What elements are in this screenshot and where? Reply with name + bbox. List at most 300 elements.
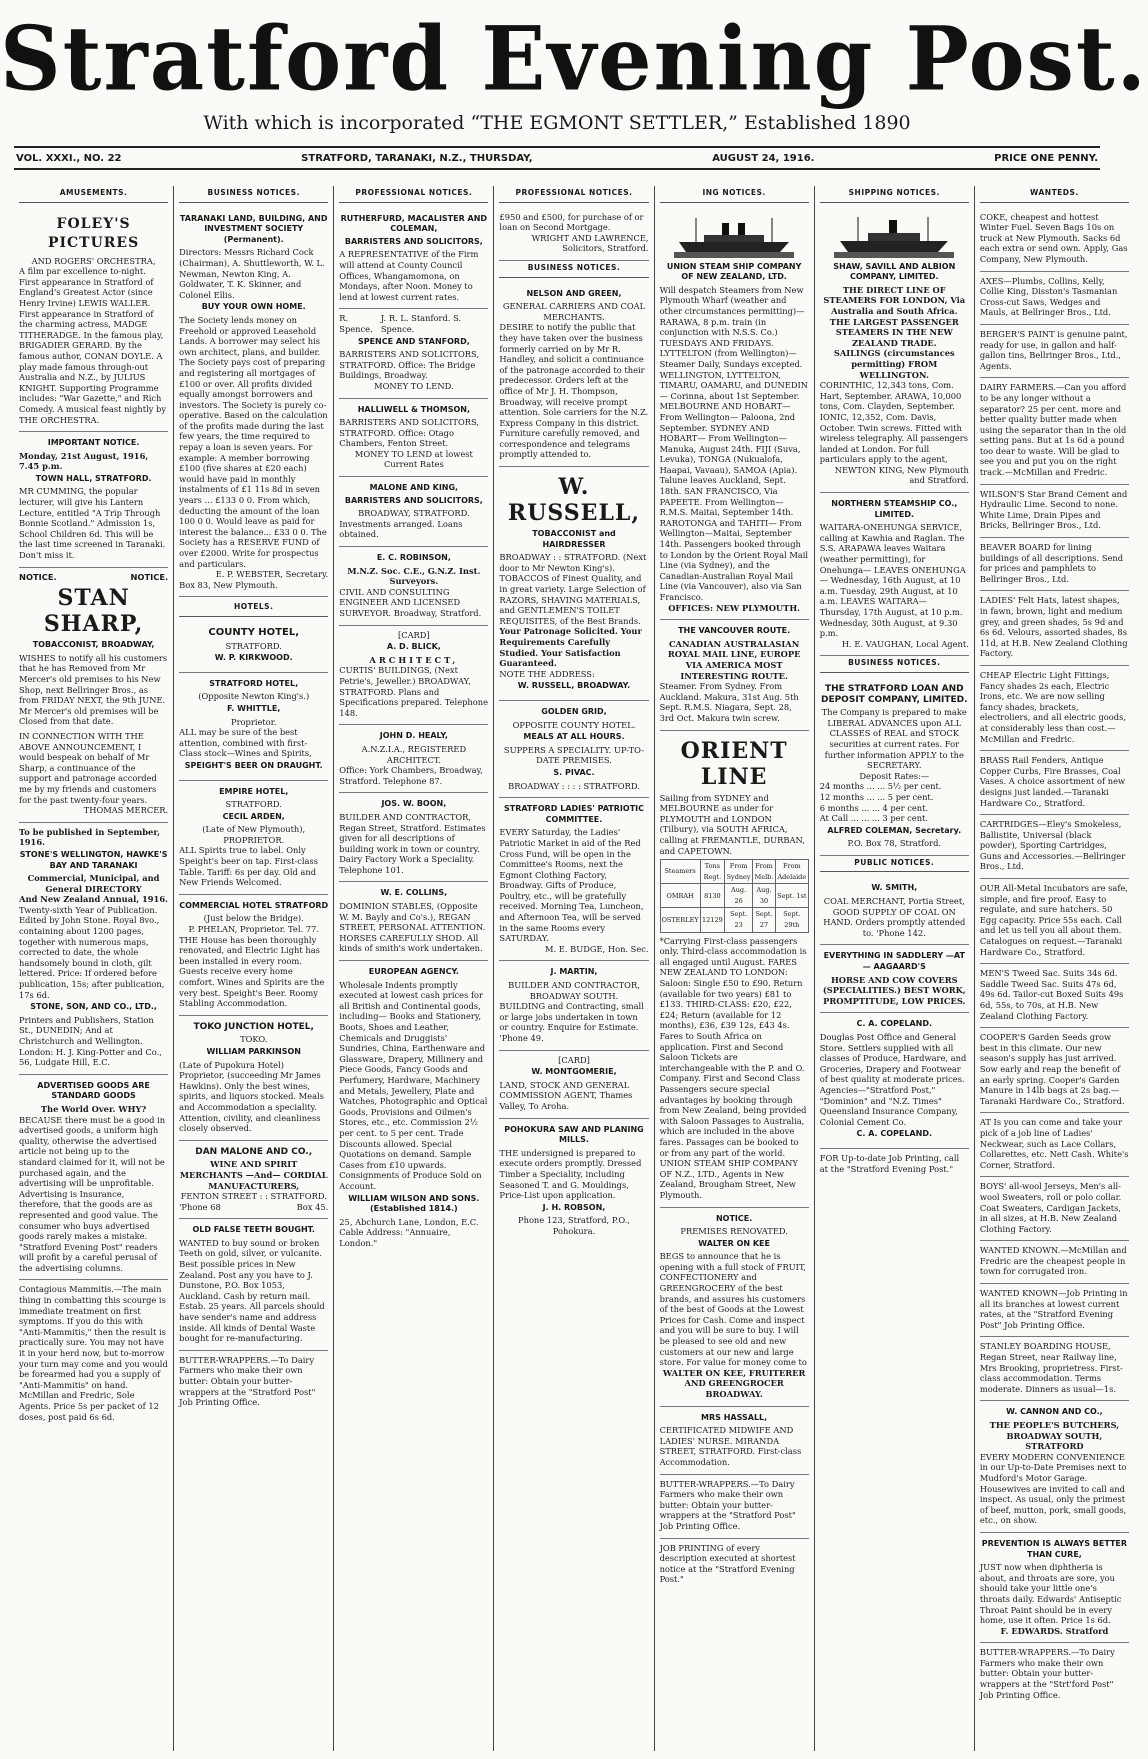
ad-subtitle: (Just below the Bridge). [203, 913, 304, 924]
ad-body: BEAVER BOARD for lining buildings of all descriptions. Send for prices and pamphlets to Bellringer Bros., Ltd. [979, 542, 1124, 584]
ad-signature: F. EDWARDS. Stratford [1000, 1625, 1109, 1636]
table-cell: OSTERLEY [660, 908, 700, 932]
toko-hotel-ad [179, 1016, 328, 1141]
nelson-green-ad [499, 283, 648, 468]
ad-body: EVERY Saturday, the Ladies' Patriotic Market in aid of the Red Cross Fund, will be open in the Committee's Rooms, next the Egmont Clothing Factory, Broadway. Gifts of Produce, Poultry, etc., will be gratefully received. Morning Tea, Luncheon, and Afternoon Tea, will be served in the same Rooms every SATURDAY. [499, 827, 644, 944]
boon-ad [339, 793, 488, 882]
ad-title: STRATFORD LADIES' PATRIOTIC COMMITTEE. [503, 804, 644, 824]
ad-body: DAIRY FARMERS.—Can you afford to be any longer without a separator? 25 per cent. more and better quality butter made when using the separator than in the old setting pans. But at 1s 6d a pound too dear to waste. Will be glad to see you and put you on the right track.—McMillan and Fredric. [979, 382, 1127, 478]
ad-signature: J. H. ROBSON, [542, 1202, 606, 1212]
column-shipping-notices [815, 186, 975, 1751]
ad-box: Box 45. [296, 1201, 329, 1212]
column-heading: SHIPPING NOTICES. [820, 186, 969, 203]
wanted-item [980, 1337, 1129, 1401]
european-agency-ad [339, 961, 488, 1254]
ad-title: RUTHERFURD, MACALISTER AND COLEMAN, [340, 213, 488, 234]
ad-body: A REPRESENTATIVE of the Firm will attend at County Council Offices, Whangamomona, on Mondays, after Noon. Money to lend at lowest current rates. [339, 249, 479, 302]
table-row [660, 908, 808, 932]
ad-title: ORIENT LINE [680, 737, 788, 790]
ad-body: WISHES to notify all his customers that he has Removed from Mr Mercer's old premises to his New Shop, next Bellringer Bros., as from FRIDAY NEXT, the 9th JUNE. Mr Mercer's old premises will be Closed from that date. [19, 652, 168, 727]
ad-body: ALL Spirits true to label. Only Speight's beer on tap. First-class Table. Tariff: 6s per day. Old and New Friends Welcomed. [179, 845, 318, 888]
deposit-rate: 12 months ... ... 5 per cent. [819, 791, 934, 802]
ad-subtitle: CANADIAN AUSTRALASIAN ROYAL MAIL LINE, EUROPE VIA AMERICA MOST INTERESTING ROUTE. [667, 638, 801, 681]
ad-proprietor: CECIL ARDEN, [222, 811, 285, 821]
ad-largest: THE LARGEST PASSENGER STEAMERS IN THE NEW ZEALAND TRADE. [829, 316, 959, 348]
stan-sharp-ad [19, 568, 168, 823]
ad-title: HALLIWELL & THOMSON, [357, 404, 470, 414]
orient-line-ad [660, 731, 809, 1208]
ad-subtitle: AND ROGERS' ORCHESTRA, [31, 255, 156, 266]
robinson-ad [339, 547, 488, 626]
ad-subtitle: (Opposite Newton King's.) [198, 691, 310, 702]
foleys-pictures-ad [19, 208, 168, 433]
table-cell: 12129 [700, 908, 724, 932]
ad-phone: 'Phone 68 [179, 1201, 221, 1212]
ad-title: NELSON AND GREEN, [526, 288, 622, 298]
ad-body: DESIRE to notify the public that they have taken over the business formerly carried on by Mr R. Handley, and solicit a continuance of the patronage accorded to their predecessor. Orders left at the office of Mr J. H. Thompson, Broadway, will receive prompt attention. Sole carriers for the N.Z. Express Company in this district. Furniture carefully removed, and correspondence and telegrams promptly attended to. [499, 322, 649, 460]
ad-body: Investments arranged. Loans obtained. [339, 518, 463, 540]
table-cell: 8130 [700, 884, 724, 908]
ad-body: (Late of Pupokura Hotel) Proprietor, (succeeding Mr James Hawkins). Only the best wines, spirits, and liquors stocked. Meals and Accommodation a speciality. Attention, civility, and cleanliness closely observed. [179, 1059, 324, 1134]
ad-offices: OFFICES: NEW PLYMOUTH. [668, 602, 801, 613]
wanted-item [980, 751, 1129, 815]
wanted-item [980, 485, 1129, 538]
ad-body: The Company is prepared to make LIBERAL ADVANCES upon ALL CLASSES of REAL and STOCK securities at current rates. For further information APPLY to the SECRETARY. [821, 707, 967, 771]
blick-ad [339, 626, 488, 726]
ad-title: GOLDEN GRID, [541, 706, 607, 716]
column-wanteds [975, 186, 1134, 1751]
ad-body: JOB PRINTING of every description executed at shortest notice at the "Stratford Evening Post." [659, 1542, 796, 1585]
wanted-item [980, 378, 1129, 484]
ad-location: STRATFORD. [225, 640, 282, 651]
place-line: STRATFORD, TARANAKI, N.Z., THURSDAY, [301, 152, 533, 164]
column-business-notices [174, 186, 334, 1751]
ad-body: HORSE AND COW COVERS (SPECIALITIES.) BEST WORK, PROMPTITUDE, LOW PRICES. [822, 974, 966, 1006]
ad-body: CERTIFICATED MIDWIFE AND LADIES' NURSE. MIRANDA STREET, STRATFORD. First-class Accommodation. [659, 1425, 802, 1467]
ad-body: COKE, cheapest and hottest Winter Fuel. Seven Bags 10s on truck at New Plymouth. Sacks 6d each extra or send own. Apply, Gas Company, New Plymouth. [979, 211, 1128, 264]
ad-subtitle: BUILDER AND CONTRACTOR, BROADWAY SOUTH. [508, 980, 640, 1001]
ad-subtitle: A.N.Z.I.A., REGISTERED ARCHITECT. [361, 743, 467, 765]
table-cell: From Adelaide [775, 860, 808, 884]
ad-body: ALL may be sure of the best attention, combined with first-Class stock—Wines and Spirits, [179, 727, 312, 759]
ad-title: W. MONTGOMERIE, [531, 1067, 617, 1077]
copeland-ad [820, 1013, 969, 1149]
ad-body: Contagious Mammitis.—The main thing in combatting this scourge is immediate treatment on first symptoms. If you do this with "Anti-Mammitis," then the result is practically sure. You may not have it in your herd now, but to-morrow your turn may come and you would be forearmed had you a supply of "Anti-Mammitis" on hand. McMillan and Fredric, Sole Agents. Price 5s per packet of 12 doses, post paid 6s 6d. [19, 1284, 168, 1422]
dan-malone-ad [179, 1141, 328, 1220]
taranaki-land-society-ad [179, 208, 328, 598]
ad-address: 25, Abchurch Lane, London, E.C. Cable Address: "Annuaire, London." [339, 1216, 479, 1248]
ad-title: STRATFORD HOTEL, [209, 678, 299, 688]
ad-subtitle: PREMISES RENOVATED. [680, 1226, 788, 1237]
ad-body: BOYS' all-wool Jerseys, Men's all-wool Sweaters, roll or polo collar. Coat Sweaters, Cardigan Jackets, in all sizes, at H.B. New Zealand Clothing Factory. [979, 1181, 1122, 1234]
deposit-rate: 24 months ... ... 5½ per cent. [819, 781, 942, 792]
northern-steamship-ad [820, 493, 969, 656]
ad-subtitle: OPPOSITE COUNTY HOTEL. [512, 719, 636, 730]
ad-body: BUILDER AND CONTRACTOR, Regan Street, Stratford. Estimates given for all descriptions of building work in town or country. Dairy Factory Work a Speciality. Telephone 101. [339, 811, 486, 875]
ad-body: MEN'S Tweed Sac. Suits 34s 6d. Saddle Tweed Sac. Suits 47s 6d, 49s 6d. Tailor-cut Boxed Suits 49s 6d, 55s, to 70s, at H.B. New Zealand Clothing Factory. [979, 968, 1124, 1021]
ad-title: E. C. ROBINSON, [376, 553, 451, 563]
ad-body: WAITARA-ONEHUNGA SERVICE, calling at Kawhia and Raglan. The S.S. ARAPAWA leaves Waitara (weather permitting), for Onehunga— LEAVES ONEHUNGA— Wednesday, 16th August, at 10 a.m. Tuesday, 29th August, at 10 a.m. LEAVES WAITARA— Thursday, 17th August, at 10 p.m. Wednesday, 30th August, at 9.30 p.m. [819, 522, 966, 639]
column-professional-notices [334, 186, 494, 1751]
ad-signature: W. RUSSELL, BROADWAY. [517, 681, 631, 691]
ad-body: Office: York Chambers, Broadway, Stratford. Telephone 87. [339, 765, 483, 786]
ad-annual: And New Zealand Annual, 1916. [19, 894, 168, 905]
ad-body: WANTED KNOWN.—McMillan and Fredric are the cheapest people in town for corrugated iron. [979, 1245, 1127, 1277]
ad-title: PREVENTION IS ALWAYS BETTER THAN CURE, [981, 1538, 1128, 1559]
aagaard-saddlery-ad [820, 945, 969, 1013]
ad-signature: UNION STEAM SHIP COMPANY OF N.Z., LTD., Agents in New Zealand, Brougham Street, New Plymouth. [659, 1158, 798, 1200]
ad-body: CHEAP Electric Light Fittings, Fancy shades 2s each, Electric Irons, etc. We are now selling fancy shades, brackets, electroliers, and all electric goods, at considerably less than cost.—McMillan and Fredric. [979, 669, 1126, 744]
table-cell: From Sydney [725, 860, 753, 884]
wanted-item [980, 964, 1129, 1028]
ad-line: THE DIRECT LINE OF STEAMERS FOR LONDON, Via Australia and South Africa. [823, 284, 966, 316]
ad-title: W. E. COLLINS, [380, 888, 448, 898]
ad-subtitle: M.N.Z. Soc. C.E., G.N.Z. Inst. Surveyors. [347, 565, 481, 587]
halliwell-thomson-ad [339, 399, 488, 478]
ad-body: WANTED KNOWN—Job Printing in all its branches at lowest current rates, at the "Stratford Evening Post" Job Printing Office. [979, 1288, 1128, 1330]
table-cell: Aug. 26 [725, 884, 753, 908]
wanted-item [980, 272, 1129, 325]
vancouver-route-ad [660, 620, 809, 730]
rutherfurd-ad [339, 208, 488, 310]
issue-date: AUGUST 24, 1916. [712, 152, 815, 164]
column-heading: PROFESSIONAL NOTICES. [499, 186, 648, 203]
ad-body: BROADWAY : : STRATFORD. (Next door to Mr Newton King's). TOBACCOS of Finest Quality, and in great variety. Large Selection of RAZORS, SHAVING MATERIALS, and GENTLEMEN'S TOILET REQUISITES, of the Best Brands. [499, 552, 647, 626]
ad-body: BUTTER-WRAPPERS.—To Dairy Farmers who make their own butter: Obtain your butter-wrappers at the "Stratford Post" Job Printing Office. [659, 1478, 796, 1531]
ad-sailings: SAILINGS (circumstances permitting) FROM WELLINGTON. [833, 348, 955, 380]
ad-title: OLD FALSE TEETH BOUGHT. [192, 1225, 315, 1235]
column-shipping-1 [655, 186, 815, 1751]
table-cell: Tons Regt. [700, 860, 724, 884]
ad-body: BRASS Rail Fenders, Antique Copper Curbs, Fire Brasses, Coal Vases. A choice assortment of new designs just landed.—Taranaki Hardware Co., Stratford. [979, 755, 1126, 808]
ad-signature: WRIGHT AND LAWRENCE, Solicitors, Stratford. [531, 232, 649, 254]
stratford-hotel-ad [179, 673, 328, 781]
ad-location: TOKO. [240, 1034, 268, 1045]
ad-title: FOLEY'S PICTURES [47, 215, 140, 251]
ad-title: W. CANNON AND CO., [1006, 1407, 1103, 1417]
ad-title: ADVERTISED GOODS ARE STANDARD GOODS [37, 1080, 150, 1101]
empire-hotel-ad [179, 781, 328, 895]
wanted-item [980, 815, 1129, 879]
table-cell: Sept. 29th [775, 908, 808, 932]
ad-title: THE STRATFORD LOAN AND DEPOSIT COMPANY, LIMITED. [820, 683, 968, 705]
ad-directors: Directors: Messrs Richard Cock (Chairman), A. Shuttleworth, W. L. Newman, Newton King, A. Goldwater, T. K. Skinner, and Colonel Ellis. [179, 247, 325, 300]
ad-box: Box 83, New Plymouth. [179, 579, 278, 590]
column-heading: BUSINESS NOTICES. [179, 186, 328, 203]
steamship-icon [674, 216, 794, 258]
price: PRICE ONE PENNY. [994, 152, 1098, 164]
ad-signature: M. E. BUDGE, Hon. Sec. [545, 943, 649, 954]
ad-card: [CARD] [558, 1054, 590, 1065]
ad-body: Wholesale Indents promptly executed at lowest cash prices for all British and Continental goods, including— Books and Stationery, Boots, Shoes and Leather, Chemicals and Druggists' Sundries, China, Earthenware and Glassware, Drapery, Millinery and Piece Goods, Fancy Goods and Perfumery, Hardware, Machinery and Metals, Jewellery, Plate and Watches, Photographic and Optical Goods, Provisions and Oilmen's Stores, etc., etc. Commission 2½ per cent. to 5 per cent. Trade Discounts allowed. Special Quotations on demand. Sample Cases from £10 upwards. Consignments of Produce Sold on Account. [339, 979, 488, 1191]
table-cell: Sept. 27 [753, 908, 776, 932]
mercer-note: IN CONNECTION WITH THE ABOVE ANNOUNCEMENT, I would bespeak on behalf of Mr Sharp, a continuance of the support and patronage accorded me by my friends and customers for the past twenty-four years. [19, 730, 157, 805]
ad-body: MR CUMMING, the popular lecturer, will give his Lantern Lecture, entitled "A Trip Through Bonnie Scotland." Admission 1s, School Children 6d. This will be the last time screened in Taranaki. Don't miss it. [19, 486, 166, 561]
wanted-item [980, 666, 1129, 751]
ad-publisher: STONE, SON, AND CO., LTD., [30, 1002, 157, 1012]
ad-signature: H. E. VAUGHAN, Local Agent. [841, 638, 969, 649]
ad-title: C. A. COPELAND. [856, 1019, 933, 1029]
ad-address: BROADWAY, STRATFORD. [358, 508, 470, 519]
ad-title: DAN MALONE AND CO., [195, 1146, 313, 1157]
ad-signature: WILLIAM WILSON AND SONS. (Established 1814.) [348, 1193, 480, 1214]
ad-title: A. D. BLICK, [386, 642, 441, 652]
ad-body: FOR Up-to-date Job Printing, call at the "Stratford Evening Post." [819, 1152, 960, 1174]
ad-heading: IMPORTANT NOTICE. [47, 438, 140, 448]
ad-subtitle: TOBACCONIST, BROADWAY, [32, 640, 155, 650]
ad-box: P.O. Box 78, Stratford. [847, 838, 942, 849]
ad-signature: NEWTON KING, New Plymouth and Stratford. [834, 464, 969, 486]
ad-body: OUR All-Metal Incubators are safe, simple, and fire proof. Easy to regulate, and sure hatchers. 50 Egg capacity. Price 55s each. Call and let us tell you all about them. Catalogues on request.—Taranaki Hardware Co., Stratford. [979, 883, 1128, 957]
table-cell: From Melb. [753, 860, 776, 884]
ad-body: SUPPERS A SPECIALITY. UP-TO-DATE PREMISES. [503, 744, 645, 766]
mercer-signature: THOMAS MERCER. [83, 805, 169, 816]
newspaper-subtitle: With which is incorporated “THE EGMONT SETTLER,” Established 1890 [203, 112, 911, 134]
ad-title: WALTER ON KEE [698, 1238, 770, 1248]
butter-wrappers-ad [179, 1351, 328, 1414]
butter-wrappers-ad [660, 1475, 809, 1539]
ad-title: SPENCE AND STANFORD, [357, 336, 470, 346]
table-cell: OMRAH [660, 884, 700, 908]
ad-date: Monday, 21st August, 1916, 7.45 p.m. [19, 450, 149, 472]
ad-subtitle: ARCHITECT, [369, 654, 459, 665]
ad-title: NORTHERN STEAMSHIP CO., LIMITED. [831, 499, 958, 519]
column-amusements [14, 186, 174, 1751]
ad-title: STONE'S WELLINGTON, HAWKE'S BAY AND TARANAKI [19, 849, 168, 870]
volume-number: VOL. XXXI., NO. 22 [16, 152, 122, 164]
hassall-ad [660, 1407, 809, 1475]
ad-address: FENTON STREET : : STRATFORD. [180, 1191, 327, 1202]
ad-body: EVERY MODERN CONVENIENCE in our Up-to-Date Premises next to Mudford's Motor Garage. Housewives are invited to call and inspect. As usual, only the primest of beef, mutton, pork, small goods, etc., on show. [979, 1451, 1127, 1526]
deposit-heading: Deposit Rates:— [859, 770, 930, 781]
ad-signature: C. A. COPELAND. [856, 1129, 933, 1139]
ad-body: WILSON'S Star Brand Cement and Hydraulic Lime. Second to none. White Lime, Drain Pipes and Bricks, Bellringer Bros., Ltd. [979, 488, 1128, 531]
job-printing-ad [820, 1149, 969, 1180]
ad-body: AT Is you can come and take your pick of a job line of Ladies' Neckwear, such as Lace Collars, Collarettes, etc. Nett Cash. White's Corner, Stratford. [979, 1117, 1129, 1170]
ad-title: JOHN D. HEALY, [379, 731, 448, 741]
ad-body: THE House has been thoroughly renovated, and Electric Light has been installed in every room. Guests receive every home comfort. Wines and Spirits are the very best. Speight's Beer. Roomy Stabling Accommodation. [179, 934, 325, 1009]
ad-subtitle: BARRISTERS AND SOLICITORS, [344, 236, 483, 246]
table-cell: Sept. 1st [775, 884, 808, 908]
ad-question: The World Over. WHY? [40, 1103, 147, 1114]
ad-body: STANLEY BOARDING HOUSE, Regan Street, near Railway line, Mrs Brooking, proprietress. First-class accommodation. Terms moderate. Dinners as usual—1s. [979, 1341, 1123, 1394]
masthead [0, 0, 1148, 142]
ad-location: STRATFORD. [225, 799, 282, 810]
ad-title: SHAW, SAVILL AND ALBION COMPANY, LIMITED. [833, 261, 956, 282]
wanted-item [980, 591, 1129, 666]
ad-body: BECAUSE there must be a good in advertised goods, a uniform high quality, otherwise the advertised article not being up to the standard claimed for it, will not be purchased again, and the advertising will be unprofitable. Advertising is Insurance, therefore, that the goods are as represented and good value. The consumer who buys advertised goods rarely makes a mistake. "Stratford Evening Post" readers will profit by a careful perusal of the advertising columns. [19, 1114, 166, 1273]
ad-preline: To be published in September, 1916. [19, 826, 160, 848]
ad-note: *Carrying First-class passengers only. Third-class accommodation is all engaged until August. FARES NEW ZEALAND TO LONDON: Saloon: Single £50 to £90. Return (available for two years) £81 to £133. THIRD-CLASS: £20, £22, £24; Return (available for 12 months), £36, £39 12s, £43 4s. Fares to South Africa on application. First and Second Saloon Tickets are interchangeable with the P. and O. Company. First and Second Class Passengers secure special advantages by booking through from New Zealand, being provided with Saloon Passages to Australia, which are included in the above fares. Passages can be booked to or from any part of the world. [659, 935, 807, 1158]
partner-left: R. Spence. [339, 313, 373, 334]
important-notice [19, 432, 168, 568]
healy-ad [339, 725, 488, 793]
table-row [660, 884, 808, 908]
montgomerie-ad [499, 1051, 648, 1119]
ad-body: LAND, STOCK AND GENERAL COMMISSION AGENT, Thames Valley, To Aroha. [499, 1079, 633, 1111]
newspaper-title: Stratford Evening Post. [0, 6, 1148, 111]
business-heading: BUSINESS NOTICES. [820, 656, 969, 673]
dateline [14, 146, 1100, 170]
table-cell: Steamers [660, 860, 700, 884]
column-heading: ING NOTICES. [660, 186, 809, 203]
ad-signature: S. PIVAC. [553, 767, 595, 777]
ad-proprietor: F. WHITTLE, [227, 703, 281, 713]
ad-subtitle: THE PEOPLE'S BUTCHERS, BROADWAY SOUTH, STRATFORD [989, 1420, 1120, 1452]
ad-subtitle: TOBACCONIST and HAIRDRESSER [532, 529, 616, 549]
wanted-item [980, 208, 1129, 272]
ad-body: CIVIL AND CONSULTING ENGINEER AND LICENSED SURVEYOR. Broadway, Stratford. [339, 586, 482, 618]
wanted-item [980, 1284, 1129, 1337]
deposit-rate: 6 months ... ... 4 per cent. [819, 802, 929, 813]
mammitis-ad [19, 1280, 168, 1428]
ad-slogan: BUY YOUR OWN HOME. [201, 302, 306, 312]
wanted-item [980, 1241, 1129, 1284]
ad-title: JOS. W. BOON, [381, 799, 447, 809]
ad-meals: MEALS AT ALL HOURS. [523, 732, 625, 742]
public-notices-heading: PUBLIC NOTICES. [820, 856, 969, 873]
columns [14, 186, 1134, 1751]
ad-body: DOMINION STABLES, (Opposite W. M. Bayly and Co's.), REGAN STREET, PERSONAL ATTENTION. HORSES CAREFULLY SHOD. All kinds of smith's work undertaken. [339, 901, 486, 954]
column-heading: AMUSEMENTS. [19, 186, 168, 203]
ad-title: W. RUSSELL, [507, 474, 641, 527]
wanted-item [980, 1028, 1129, 1113]
hotels-heading: HOTELS. [179, 600, 328, 617]
job-printing-ad [660, 1539, 809, 1591]
ladies-patriotic-ad [499, 798, 648, 961]
ad-body: A film par excellence to-night. First appearance in Stratford of England's Greatest Actor (since Henry Irvine) LEWIS WALLER. First appearance in Stratford of the charming actress, MADGE TITHERADGE. In the famous play, BRIGADIER GERARD. By the famous author, CONAN DOYLE. A play made famous through-out Australia and N.Z., by JULIUS KNIGHT. Supporting Programme includes: "War Gazette," and Rich Comedy. A musical feast nightly by THE ORCHESTRA. [19, 266, 167, 425]
mortgage-ad [499, 208, 648, 261]
ad-card: [CARD] [397, 629, 430, 640]
ad-title: UNION STEAM SHIP COMPANY OF NEW ZEALAND, LTD. [666, 261, 802, 282]
smith-coal-ad [820, 877, 969, 945]
ad-title: TOKO JUNCTION HOTEL, [193, 1021, 314, 1032]
ad-title: TARANAKI LAND, BUILDING, AND INVESTMENT SOCIETY (Permanent). [179, 213, 328, 244]
wanted-item [980, 538, 1129, 591]
ad-title: COMMERCIAL HOTEL STRATFORD [179, 900, 329, 910]
wanted-item [980, 1177, 1129, 1241]
ad-body: BARRISTERS AND SOLICITORS, STRATFORD. Office: Otago Chambers, Fenton Street. [339, 417, 480, 449]
deposit-rate: At Call ... ... ... 3 per cent. [819, 813, 929, 824]
ad-body: The Society lends money on Freehold or approved Leasehold Lands. A borrower may select his own architect, plans, and builder. The Society pays cost of preparing and registering all mortgages of £100 or over. All profits divided equally amongst borrowers and investors. The Society is purely co-operative. Based on the calculation of the profits made during the last few years, the time required to repay a loan is seven years. For example: A member borrowing £100 (five shares at £20 each) would have paid in monthly instalments of £1 11s 8d in seven years ... £133 0 0. From which, deducting the amount of the loan 100 0 0. Would leave as paid for interest the balance... £33 0 0. The Society has a RESERVE FUND of over £2000. Write for prospectus and particulars. [179, 314, 328, 569]
ad-body: Twenty-sixth Year of Publication. Edited by John Stone. Royal 8vo., containing about 1200 pages, together with numerous maps, corrected to date, the whole handsomely bound in cloth, gilt lettered. Price: If ordered before publication, 15s; after publication, 17s 6d. [19, 904, 165, 1000]
ad-title: EUROPEAN AGENCY. [368, 967, 459, 977]
ad-title: J. MARTIN, [550, 967, 598, 977]
ad-title: EVERYTHING IN SADDLERY —AT— AAGAARD'S [823, 951, 965, 972]
column-professional-notices-2 [494, 186, 654, 1751]
throat-paint-ad [980, 1533, 1129, 1643]
ad-address: BROADWAY : : : : STRATFORD. [508, 780, 640, 791]
ad-proprietor: P. PHELAN, Proprietor. Tel. 77. [188, 924, 319, 935]
ad-heading: NOTICE. [715, 1213, 753, 1223]
ad-subtitle: GENERAL CARRIERS AND COAL MERCHANTS. [502, 301, 646, 322]
commercial-hotel-ad [179, 895, 328, 1016]
ad-footer: MONEY TO LEND. [374, 380, 454, 391]
russell-ad [499, 467, 648, 701]
butter-wrappers-ad [980, 1643, 1129, 1706]
ad-body: BERGER'S PAINT is genuine paint, ready for use, in gallon and half-gallon tins, Bellringer Bros., Ltd., Agents. [979, 328, 1128, 371]
sailings-table [660, 859, 809, 933]
ad-footer: SPEIGHT'S BEER ON DRAUGHT. [184, 760, 323, 770]
ad-title: TOWN HALL, STRATFORD. [35, 473, 152, 483]
ad-note: NOTE THE ADDRESS: [499, 668, 595, 679]
golden-grid-ad [499, 701, 648, 798]
ad-body: BUILDING and Contracting, small or large jobs undertaken in town or country. Enquire for Estimate. 'Phone 49. [499, 1001, 644, 1043]
ad-body: BEGS to announce that he is opening with a full stock of FRUIT, CONFECTIONERY and GREENGROCERY of the best brands, and assures his customers of the best of Goods at the Lowest Prices for Cash. Come and inspect and you will be sure to buy. I will be pleased to see old and new customers at our new and large store. For value for money come to [659, 1251, 807, 1368]
ad-proprietor-title: Proprietor. [231, 716, 277, 727]
ad-body: Will despatch Steamers from New Plymouth Wharf (weather and other circumstances permitting)— RARAWA, 8 p.m. train (in conjunction with N.S.S. Co.) TUESDAYS AND FRIDAYS. LYTTELTON (from Wellington)— Steamer Daily, Sundays excepted. WELLINGTON, LYTTELTON, TIMARU, OAMARU, and DUNEDIN— Corinna, about 1st September. MELBOURNE AND HOBART—From Wellington— Paloona, 2nd September. SYDNEY AND HOBART— From Wellington—Manuka, August 24th. FIJI (Suva, Levuka), TONGA (Nukualofa, Haapai, Vavaau), SAMOA (Apia). Talune leaves Auckland, Sept. 18th. SAN FRANCISCO, Via PAPEETE. From Wellington—R.M.S. Maitai, September 14th. RAROTONGA and TAHITI— From Wellington—Maitai, September 14th. Passengers booked through to London by the Orient Royal Mail Line (via Sydney), and the Canadian-Australian Royal Mail Line (via Vancouver), also via San Francisco. [659, 284, 809, 602]
ad-proprietor: W. P. KIRKWOOD. [214, 653, 293, 663]
notice-label-left: NOTICE. [19, 571, 57, 582]
stratford-loan-ad [820, 678, 969, 856]
ad-patronage: Your Patronage Solicited. Your Requirements Carefully Studied. Your Satisfaction Guaranteed. [499, 626, 642, 669]
ad-signature: ALFRED COLEMAN, Secretary. [827, 825, 962, 835]
ad-title: W. SMITH, [871, 883, 918, 893]
ad-proprietor: WILLIAM PARKINSON [206, 1046, 301, 1056]
martin-ad [499, 961, 648, 1050]
shaw-savill-ad [820, 208, 969, 493]
pohokura-mills-ad [499, 1119, 648, 1243]
ad-body: Steamer. From Sydney. From Auckland. Makura, 31st Aug. 5th Sept. R.M.S. Niagara, Sept. 28, 3rd Oct. Makura twin screw. [659, 681, 799, 723]
ad-body: COAL MERCHANT, Portia Street, GOOD SUPPLY OF COAL ON HAND. Orders promptly attended to. 'Phone 142. [823, 896, 966, 938]
ad-title: THE VANCOUVER ROUTE. [678, 626, 791, 636]
spence-stanford-ad [339, 309, 488, 398]
ad-body: JUST now when diphtheria is about, and throats are sore, you should take your little one's throats daily. Edwards' Antiseptic Throat Paint should be in every home, use it often. Price 1s 6d. [979, 1562, 1122, 1626]
cannon-butchers-ad [980, 1401, 1129, 1533]
advertised-goods-ad [19, 1075, 168, 1281]
table-header-row [660, 860, 808, 884]
malone-king-ad [339, 477, 488, 547]
ad-body: LADIES' Felt Hats, latest shapes, in fawn, brown, light and medium grey, and green shades, 5s 9d and 6s 6d. Velours, assorted shades, 8s 11d, at H.B. New Zealand Clothing Factory. [979, 595, 1128, 659]
wanted-item [980, 1113, 1129, 1177]
false-teeth-ad [179, 1219, 328, 1351]
ad-body: BARRISTERS AND SOLICITORS, STRATFORD. Office: The Bridge Buildings, Broadway. [339, 349, 480, 381]
ad-body: CARTRIDGES—Eley's Smokeless, Ballistite, Universal (black powder), Sporting Cartridges, Guns and Accessories.—Bellringer Bros., Ltd. [979, 819, 1126, 872]
ad-subtitle: BARRISTERS AND SOLICITORS, [344, 495, 483, 505]
ad-address: Phone 123, Stratford, P.O., Pohokura. [518, 1215, 630, 1236]
wanted-item [980, 325, 1129, 378]
ad-body: £950 and £500, for purchase of or loan on Second Mortgage. [499, 211, 644, 233]
ad-body: AXES—Plumbs, Collins, Kelly, Collie King, Disston's Tasmanian Cross-cut Saws, Wedges and Mauls, at Bellringer Bros., Ltd. [979, 275, 1118, 318]
collins-ad [339, 882, 488, 961]
ad-subtitle: WINE AND SPIRIT MERCHANTS —And— CORDIAL MANUFACTURERS, [179, 1159, 328, 1191]
ad-title: STAN SHARP, [43, 585, 144, 638]
ad-body: CORINTHIC, 12,343 tons, Com. Hart, September. ARAWA, 10,000 tons, Com. Clayden, September. IONIC, 12,352, Com. Davis, October. Twin screws. Fitted with wireless telegraphy. All passengers landed at London. For full particulars apply to the agent, [819, 380, 969, 465]
ad-body: WANTED to buy sound or broken Teeth on gold, silver, or vulcanite. Best possible prices in New Zealand. Post any you have to J. Dunstone, P.O. Box 1053, Auckland. Cash by return mail. Estab. 25 years. All parcels should have sender's name and address inside. All kinds of Dental Waste bought for re-manufacturing. [179, 1237, 325, 1344]
ad-body: COOPER'S Garden Seeds grow best in this climate. Our new season's supply has just arrived. Sow early and reap the benefit of an early spring. Cooper's Garden Manure in 14lb bags at 2s bag.—Taranaki Hardware Co., Stratford. [979, 1032, 1125, 1106]
walter-on-kee-ad [660, 1208, 809, 1407]
ad-title: COUNTY HOTEL, [208, 626, 299, 638]
ad-address: Printers and Publishers, Station St., DUNEDIN; And at Christchurch and Wellington. London: H. J. King-Potter and Co., 56, Ludgate Hill, E.C. [19, 1014, 162, 1068]
table-cell: Sept. 23 [725, 908, 753, 932]
stones-directory-ad [19, 823, 168, 1075]
ad-title: POHOKURA SAW AND PLANING MILLS. [504, 1124, 644, 1145]
union-steam-ship-ad [660, 208, 809, 621]
ad-subtitle: Commercial, Municipal, and General DIRECTORY [27, 873, 160, 894]
ad-footer: MONEY TO LEND at lowest Current Rates [354, 448, 473, 470]
ad-signature: WALTER ON KEE, FRUITERER AND GREENGROCER BROADWAY. [662, 1367, 806, 1399]
ad-body: Douglas Post Office and General Store. Settlers supplied with all classes of Produce, Hardware, and Groceries, Drapery and Footwear of best quality at moderate prices. Agencies—"Stratford Post," "Dominion" and "N.Z. Times" Queensland Insurance Company, Colonial Cement Co. [819, 1032, 967, 1127]
ad-body: BUTTER-WRAPPERS.—To Dairy Farmers who make their own butter: Obtain your butter-wrappers at the "Strt'ford Post" Job Printing Office. [979, 1647, 1115, 1700]
column-heading: PROFESSIONAL NOTICES. [339, 186, 488, 203]
ad-title: MALONE AND KING, [369, 483, 459, 493]
county-hotel-ad [179, 622, 328, 673]
steamship-icon [834, 216, 954, 258]
ad-body: BUTTER-WRAPPERS.—To Dairy Farmers who make their own butter: Obtain your butter-wrappers at the "Stratford Post" Job Printing Office. [179, 1354, 316, 1408]
notice-label-right: NOTICE. [130, 571, 169, 582]
column-heading: WANTEDS. [980, 186, 1129, 203]
ad-title: MRS HASSALL, [701, 1412, 768, 1422]
